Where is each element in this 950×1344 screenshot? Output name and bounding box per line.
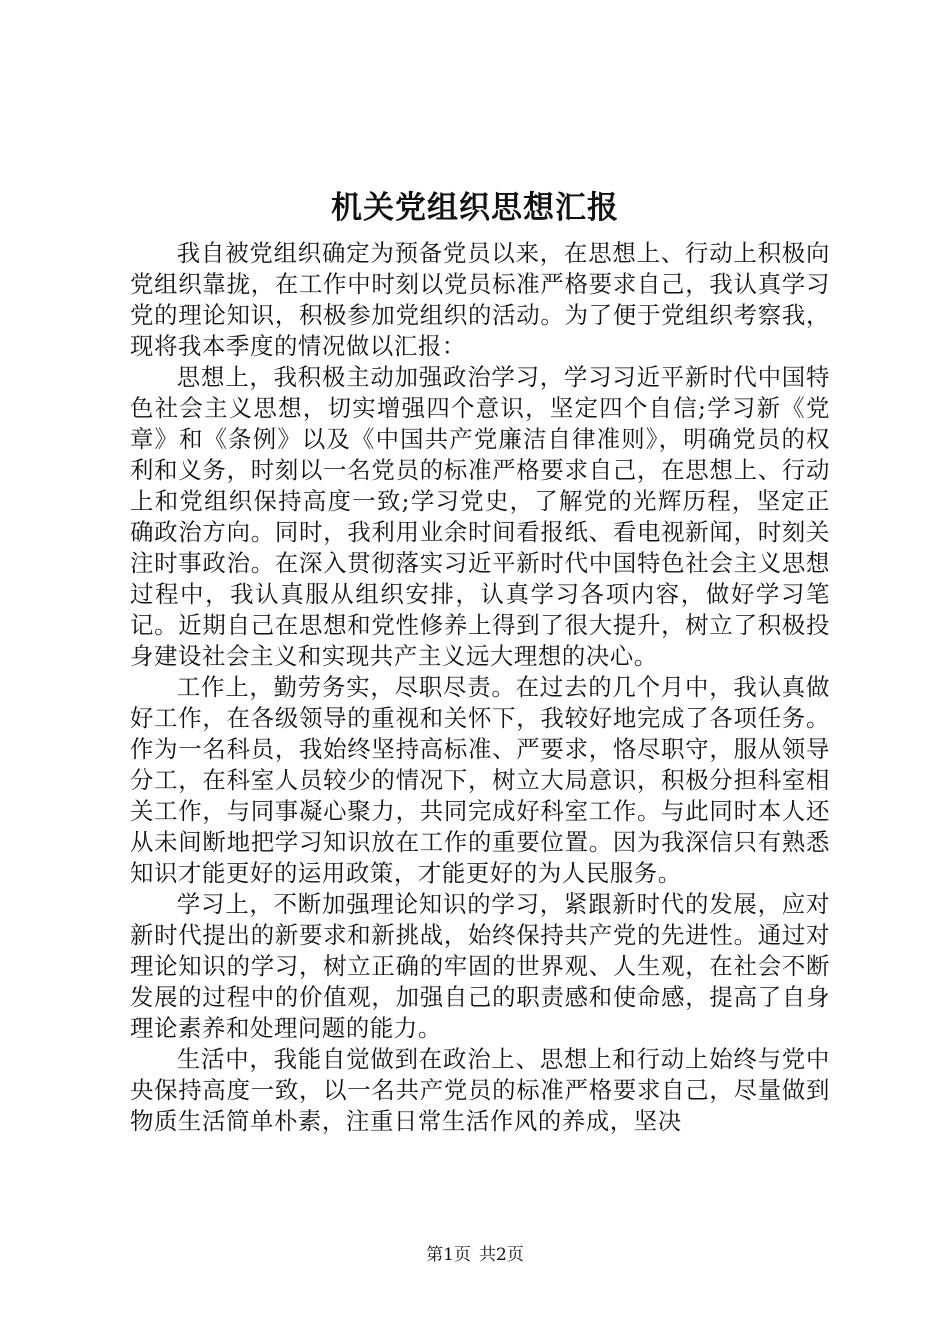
paragraph-life: 生活中，我能自觉做到在政治上、思想上和行动上始终与党中央保持高度一致，以一名共产党员的标准严格要求自己，尽量做到物质生活简单朴素，注重日常生活作风的养成，坚决: [130, 1045, 830, 1135]
document-title: 机关党组织思想汇报: [331, 190, 619, 226]
page-number-current: 第1页: [426, 1245, 471, 1265]
paragraph-study: 学习上，不断加强理论知识的学习，紧跟新时代的发展，应对新时代提出的新要求和新挑战，始终保持共产党的先进性。通过对理论知识的学习，树立正确的牢固的世界观、人生观，在社会不断发展的过程中的价值观，加强自己的职责感和使命感，提高了自身理论素养和处理问题的能力。: [130, 890, 830, 1042]
paragraph-intro: 我自被党组织确定为预备党员以来，在思想上、行动上积极向党组织靠拢，在工作中时刻以党员标准严格要求自己，我认真学习党的理论知识，积极参加党组织的活动。为了便于党组织考察我，现将我本季度的情况做以汇报：: [130, 239, 830, 360]
paragraph-work: 工作上，勤劳务实，尽职尽责。在过去的几个月中，我认真做好工作，在各级领导的重视和关怀下，我较好地完成了各项任务。作为一名科员，我始终坚持高标准、严要求，恪尽职守，服从领导分工，在科室人员较少的情况下，树立大局意识，积极分担科室相关工作，与同事凝心聚力，共同完成好科室工作。与此同时本人还从未间断地把学习知识放在工作的重要位置。因为我深信只有熟悉知识才能更好的运用政策，才能更好的为人民服务。: [130, 673, 830, 887]
paragraph-thought: 思想上，我积极主动加强政治学习，学习习近平新时代中国特色社会主义思想，切实增强四个意识，坚定四个自信;学习新《党章》和《条例》以及《中国共产党廉洁自律准则》，明确党员的权利和义务，时刻以一名党员的标准严格要求自己，在思想上、行动上和党组织保持高度一致;学习党史，了解党的光辉历程，坚定正确政治方向。同时，我利用业余时间看报纸、看电视新闻，时刻关注时事政治。在深入贯彻落实习近平新时代中国特色社会主义思想过程中，我认真服从组织安排，认真学习各项内容，做好学习笔记。近期自己在思想和党性修养上得到了很大提升，树立了积极投身建设社会主义和实现共产主义远大理想的决心。: [130, 363, 830, 670]
page-number-total: 共2页: [479, 1245, 524, 1265]
page-footer: [0, 1243, 950, 1267]
document-body: [130, 238, 830, 1137]
